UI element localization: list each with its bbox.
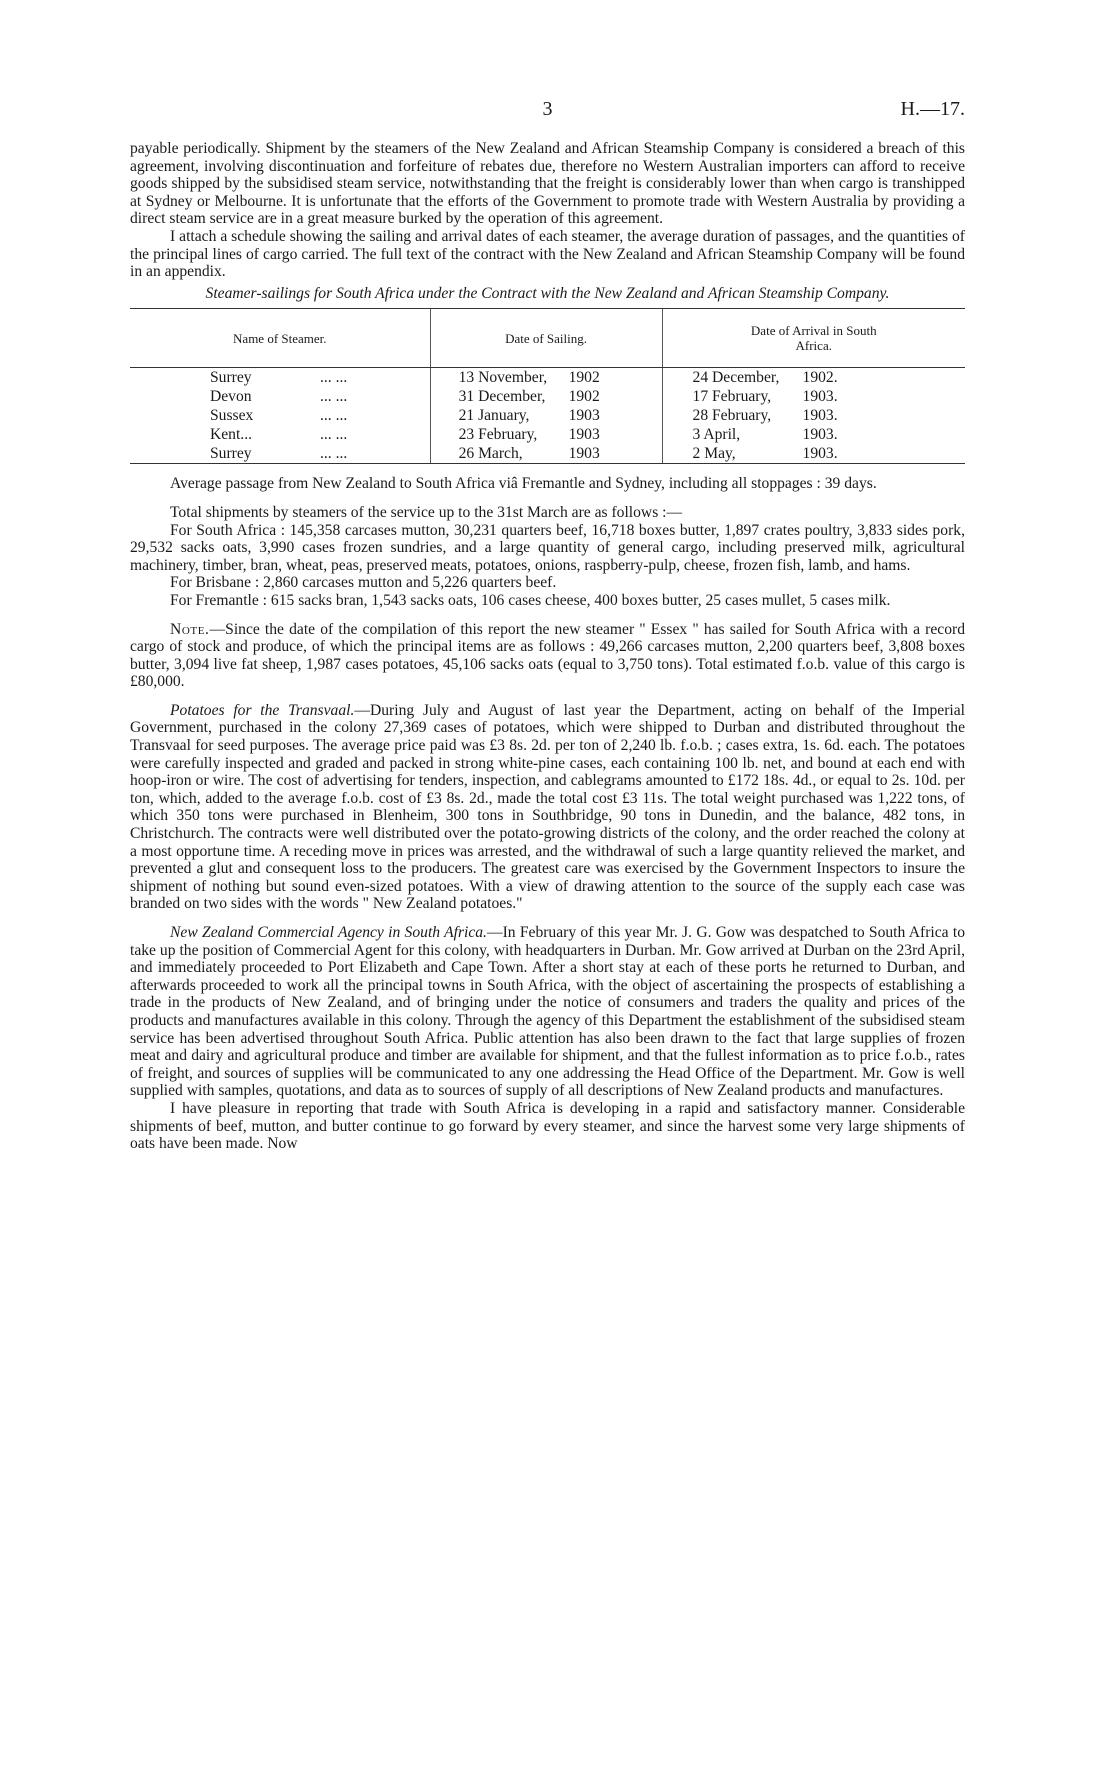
paragraph-fremantle: For Fremantle : 615 sacks bran, 1,543 sacks oats, 106 cases cheese, 400 boxes butter, 25 cases mullet, 5 cases milk. <box>170 591 891 609</box>
steamer-name: Kent... <box>210 426 253 444</box>
page-header <box>130 98 965 128</box>
report-code: H.—17. <box>900 98 965 120</box>
table-caption: Steamer-sailings for South Africa under the Contract with the New Zealand and African Steamship Company. <box>205 284 890 302</box>
arrival-date: 17 February, <box>692 388 772 406</box>
sailing-year: 1902 <box>568 388 600 406</box>
table-bottom-rule <box>130 463 965 464</box>
sailing-year: 1903 <box>568 445 600 463</box>
table-row <box>130 368 965 388</box>
note-lead: Note. <box>170 620 210 638</box>
steamer-sailings-table <box>130 309 965 463</box>
table-header-row <box>130 309 965 368</box>
agency-lead: New Zealand Commercial Agency in South Africa. <box>170 924 487 941</box>
paragraph-average-passage: Average passage from New Zealand to South Africa viâ Fremantle and Sydney, including all stoppages : 39 days. <box>170 475 877 493</box>
leader-dots: ... ... <box>320 445 348 463</box>
leader-dots: ... ... <box>320 388 348 406</box>
paragraph-total-shipments: Total shipments by steamers of the service up to the 31st March are as follows :— <box>170 503 683 521</box>
paragraph-south-africa: For South Africa : 145,358 carcases mutton, 30,231 quarters beef, 16,718 boxes butter, 1,897 crates poultry, 3,833 sides pork, 29,532 sacks oats, 3,990 cases frozen sundries, and a large quantity of general cargo, including preserved milk, agricultural machinery, timber, bran, wheat, peas, preserved meats, potatoes, onions, raspberry-pulp, cheese, frozen fish, lamb, and hams. <box>130 521 965 574</box>
steamer-name: Surrey <box>210 445 252 463</box>
paragraph-note <box>130 621 965 691</box>
paragraph-potatoes-transvaal <box>130 702 965 913</box>
paragraph-trade-developing: I have pleasure in reporting that trade with South Africa is developing in a rapid and satisfactory manner. Considerable shipments of beef, mutton, and butter continue to go forward by every steamer, and since the harvest some very large shipments of oats have been made. Now <box>130 1099 965 1153</box>
leader-dots: ... ... <box>320 407 348 425</box>
arrival-year: 1903. <box>802 388 838 406</box>
header-date-of-arrival: Date of Arrival in South Africa. <box>662 309 965 368</box>
paragraph-schedule: I attach a schedule showing the sailing and arrival dates of each steamer, the average duration of passages, and the quantities of the principal lines of cargo carried. The full text of the contract with the New Zealand and African Steamship Company will be found in an appendix. <box>130 227 965 281</box>
sailing-date: 13 November, <box>458 369 548 387</box>
potatoes-text: —During July and August of last year the Department, acting on behalf of the Imperial Government, purchased in the colony 27,369 cases of potatoes, which were shipped to Durban and distributed throughout the Transvaal for seed purposes. The average price paid was £3 8s. 2d. per ton of 2,240 lb. f.o.b. ; cases extra, 1s. 6d. each. The potatoes were carefully inspected and graded and packed in strong white-pine cases, each containing 100 lb. net, and bound at each end with hoop-iron or wire. The cost of advertising for tenders, inspection, and cablegrams amounted to £172 18s. 4d., or equal to 2s. 10d. per ton, which, added to the average f.o.b. cost of £3 8s. 2d., made the total cost £3 11s. The total weight purchased was 1,222 tons, of which 350 tons were purchased in Blenheim, 300 tons in Southbridge, 90 tons in Dunedin, and the balance, 482 tons, in Christchurch. The contracts were well distributed over the potato-growing districts of the colony, and the order reached the colony at a most opportune time. A receding move in prices was arrested, and the withdrawal of such a large quantity relieved the market, and prevented a glut and consequent loss to the producers. The greatest care was exercised by the Government Inspectors to insure the shipment of nothing but sound even-sized potatoes. With a view of drawing attention to the source of the supply each case was branded on two sides with the words " New Zealand potatoes." <box>130 701 965 913</box>
sailing-date: 26 March, <box>458 445 523 463</box>
page-number: 3 <box>542 98 553 120</box>
note-text: —Since the date of the compilation of this report the new steamer " Essex " has sailed for South Africa with a record cargo of stock and produce, of which the principal items are as follows : 49,266 carcases mutton, 2,200 quarters beef, 3,808 boxes butter, 3,094 live fat sheep, 1,987 cases potatoes, 45,106 sacks oats (equal to 3,750 tons). Total estimated f.o.b. value of this cargo is £80,000. <box>130 620 965 691</box>
body-text <box>130 140 965 1153</box>
potatoes-lead: Potatoes for the Transvaal. <box>170 701 355 719</box>
leader-dots: ... ... <box>320 369 348 387</box>
arrival-year: 1902. <box>802 369 838 387</box>
arrival-date: 3 April, <box>692 426 741 444</box>
arrival-date: 24 December, <box>692 369 780 387</box>
table-row <box>130 406 965 425</box>
steamer-name: Devon <box>210 388 252 406</box>
sailing-date: 31 December, <box>458 388 546 406</box>
sailing-date: 23 February, <box>458 426 538 444</box>
sailing-year: 1902 <box>568 369 600 387</box>
table-row <box>130 387 965 406</box>
sailing-year: 1903 <box>568 426 600 444</box>
paragraph-payable: payable periodically. Shipment by the steamers of the New Zealand and African Steamship Company is considered a breach of this agreement, involving discontinuation and forfeiture of rebates due, therefore no Western Australian importers can afford to receive goods shipped by the subsidised steam service, notwithstanding that the freight is considerably lower than when cargo is transhipped at Sydney or Melbourne. It is unfortunate that the efforts of the Government to promote trade with Western Australia by providing a direct steam service are in a great measure burked by the operation of this agreement. <box>130 140 965 228</box>
arrival-year: 1903. <box>802 426 838 444</box>
header-date-of-sailing: Date of Sailing. <box>430 309 662 368</box>
steamer-name: Surrey <box>210 369 252 387</box>
arrival-year: 1903. <box>802 407 838 425</box>
table-row <box>130 444 965 463</box>
arrival-date: 2 May, <box>692 445 736 463</box>
sailing-year: 1903 <box>568 407 600 425</box>
sailing-date: 21 January, <box>458 407 530 425</box>
agency-text: —In February of this year Mr. J. G. Gow was despatched to South Africa to take up the position of Commercial Agent for this colony, with headquarters in Durban. Mr. Gow arrived at Durban on the 23rd April, and immediately proceeded to Port Elizabeth and Cape Town. After a short stay at each of these ports he returned to Durban, and afterwards proceeded to work all the principal towns in South Africa, with the object of ascertaining the prospects of establishing a trade in the products of New Zealand, and of bringing under the notice of consumers and traders the quality and prices of the products and manufactures available in this colony. Through the agency of this Department the establishment of the subsidised steam service has been advertised throughout South Africa. Public attention has also been drawn to the fact that large supplies of frozen meat and dairy and agricultural produce and timber are available for shipment, and that the fullest information as to price f.o.b., rates of freight, and sources of supplies will be communicated to any one addressing the Head Office of the Department. Mr. Gow is well supplied with samples, quotations, and data as to sources of supply of all descriptions of New Zealand products and manufactures. <box>130 924 965 1100</box>
arrival-date: 28 February, <box>692 407 772 425</box>
arrival-year: 1903. <box>802 445 838 463</box>
leader-dots: ... ... <box>320 426 348 444</box>
table-row <box>130 425 965 444</box>
paragraph-commercial-agency <box>130 924 965 1100</box>
header-name-of-steamer: Name of Steamer. <box>130 309 430 368</box>
paragraph-brisbane: For Brisbane : 2,860 carcases mutton and 5,226 quarters beef. <box>170 574 557 592</box>
steamer-name: Sussex <box>210 407 254 425</box>
